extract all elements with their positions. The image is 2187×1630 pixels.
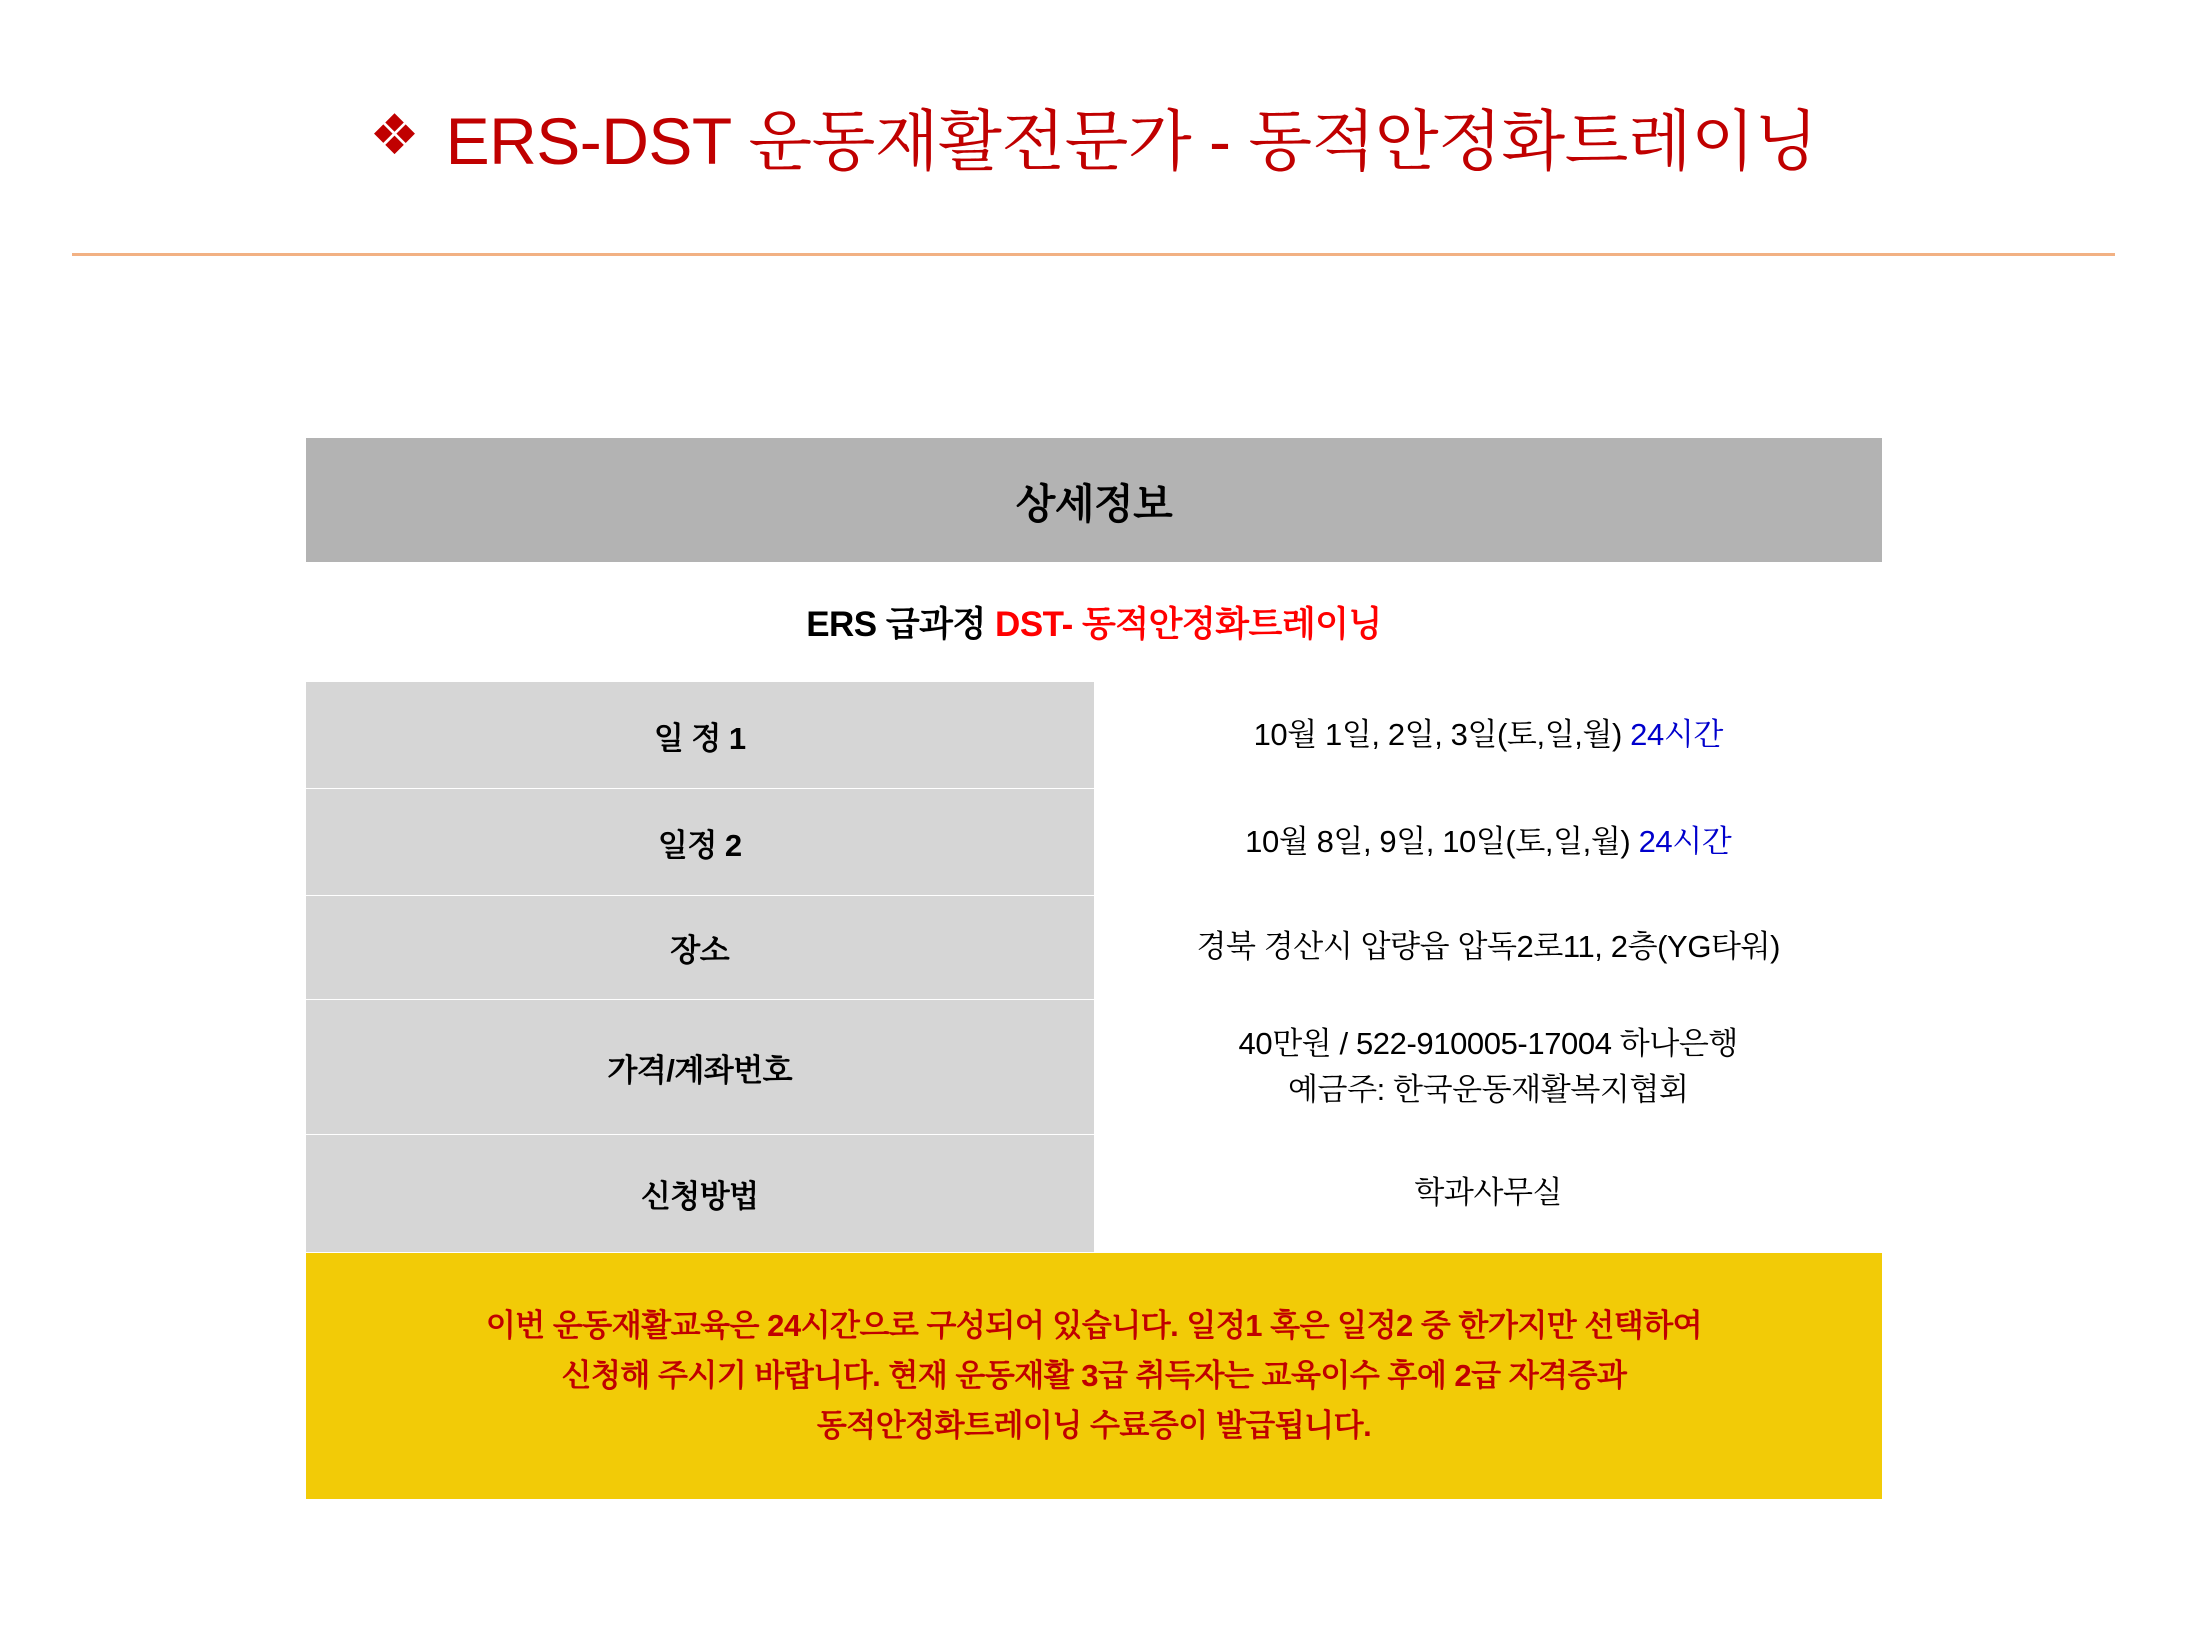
notice-cell (306, 1253, 1883, 1500)
table-subheader-row (306, 563, 1883, 682)
table-header-title: 상세정보 (306, 438, 1883, 563)
row-value-price-account (1094, 1000, 1883, 1135)
row-value-application-method: 학과사무실 (1094, 1135, 1883, 1253)
detail-table (305, 437, 1883, 1500)
row-value-schedule-1 (1094, 682, 1883, 789)
schedule-1-dates: 10월 1일, 2일, 3일(토,일,월) (1253, 716, 1631, 752)
schedule-1-hours: 24시간 (1630, 716, 1723, 752)
row-value-location: 경북 경산시 압량읍 압독2로11, 2층(YG타워) (1094, 896, 1883, 1000)
table-row (306, 1000, 1883, 1135)
schedule-2-dates: 10월 8일, 9일, 10일(토,일,월) (1245, 823, 1639, 859)
title-divider (72, 253, 2115, 256)
row-label-price-account: 가격/계좌번호 (306, 1000, 1095, 1135)
schedule-2-hours: 24시간 (1638, 823, 1732, 859)
page-title (0, 88, 2187, 183)
table-note-row (306, 1253, 1883, 1500)
row-value-schedule-2 (1094, 789, 1883, 896)
course-title-black: ERS 급과정 (806, 605, 996, 644)
detail-table-container (305, 437, 1883, 1500)
notice-line-3: 동적안정화트레이닝 수료증이 발급됩니다. (816, 1408, 1372, 1444)
table-row (306, 896, 1883, 1000)
table-header-row (306, 438, 1883, 563)
price-account-line-2: 예금주: 한국운동재활복지협회 (1287, 1072, 1689, 1107)
clover-bullet-icon: ❖ (369, 102, 420, 168)
course-title-cell (306, 563, 1883, 682)
row-label-schedule-1: 일 정 1 (306, 682, 1095, 789)
row-label-application-method: 신청방법 (306, 1135, 1095, 1253)
notice-line-2: 신청해 주시기 바랍니다. 현재 운동재활 3급 취득자는 교육이수 후에 2급 자격증과 (561, 1357, 1627, 1393)
row-label-schedule-2: 일정 2 (306, 789, 1095, 896)
table-row (306, 1135, 1883, 1253)
course-title-red: DST- 동적안정화트레이닝 (995, 605, 1382, 644)
notice-line-1: 이번 운동재활교육은 24시간으로 구성되어 있습니다. 일정1 혹은 일정2 중 한가지만 선택하여 (485, 1307, 1703, 1343)
table-row (306, 682, 1883, 789)
page-title-text: ERS-DST 운동재활전문가 - 동적안정화트레이닝 (445, 104, 1818, 178)
price-account-line-1: 40만원 / 522-910005-17004 하나은행 (1238, 1025, 1738, 1061)
row-label-location: 장소 (306, 896, 1095, 1000)
table-row (306, 789, 1883, 896)
